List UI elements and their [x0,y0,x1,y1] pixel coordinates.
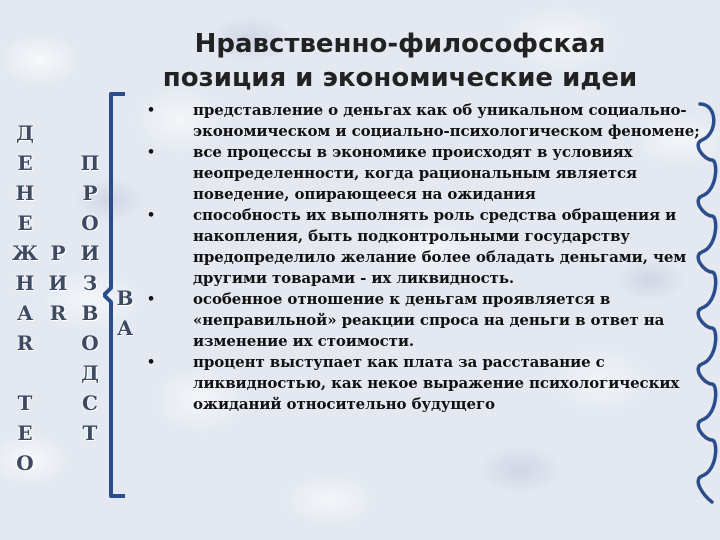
bullet-text: особенное отношение к деньгам проявляется в «неправильной» реакции спроса на деньги в ответ на изменение их стоимости. [193,290,665,350]
slide-title-line-1: Нравственно-философская [194,29,606,60]
vertical-letter [43,148,73,178]
wavy-decoration [696,98,718,508]
vertical-letter [43,178,73,208]
vertical-letter: О [81,331,99,355]
vertical-letter: Т [17,391,33,415]
vertical-word-column-1 [10,118,40,478]
bullet-text: все процессы в экономике происходят в условиях неопределенности, когда рациональным является поведение, опирающееся на ожидания [193,143,637,203]
bullet-dot: • [146,208,156,223]
vertical-letter: В [116,286,134,310]
vertical-letter: Р [82,181,98,205]
vertical-letter: Н [15,271,35,295]
vertical-letter: З [82,271,98,295]
vertical-letter: П [80,151,100,175]
vertical-letter: О [81,211,99,235]
vertical-letter: Т [82,421,98,445]
bullet-dot: • [146,103,156,118]
vertical-letter: Е [17,211,33,235]
bullet-item [145,142,715,205]
vertical-word-column-2 [43,118,73,328]
bullet-text: представление о деньгах как об уникальном социально-экономическом и социально-психологическом феномене; [193,101,700,140]
vertical-letter: Н [15,181,35,205]
bullet-list [145,100,715,415]
bullet-item [145,289,715,352]
vertical-letter: Р [50,241,66,265]
vertical-letter [43,118,73,148]
vertical-letter: А [16,301,34,325]
bullet-dot: • [146,292,156,307]
vertical-letter [75,118,105,148]
slide-title-line-2: позиция и экономические идеи [162,63,638,94]
vertical-letter: R [49,301,67,325]
bullet-text: процент выступает как плата за расставание с ликвидностью, как некое выражение психологических ожиданий относительно будущего [193,353,680,413]
bullet-dot: • [146,355,156,370]
vertical-letter: R [16,331,34,355]
vertical-letter: В [81,301,99,325]
bullet-item [145,205,715,289]
bullet-item [145,352,715,415]
vertical-letter [43,208,73,238]
bullet-item [145,100,715,142]
vertical-letter: Ж [11,241,39,265]
vertical-letter: И [48,271,68,295]
slide-title [100,27,700,95]
vertical-letter: О [16,451,34,475]
vertical-letter: Д [16,121,34,145]
bullet-text: способность их выполнять роль средства обращения и накопления, быть подконтрольными государству предопределило желание более обладать деньгами, чем другими товарами - их ликвидность. [193,206,687,287]
vertical-letter: Е [17,421,33,445]
vertical-letter [10,358,40,388]
vertical-letter: А [116,316,134,340]
curly-bracket [103,90,127,500]
vertical-letter: Д [81,361,99,385]
vertical-letter: Е [17,151,33,175]
bullet-dot: • [146,145,156,160]
vertical-letter: И [80,241,100,265]
vertical-letter: С [82,391,98,415]
vertical-word-column-3 [75,118,105,448]
